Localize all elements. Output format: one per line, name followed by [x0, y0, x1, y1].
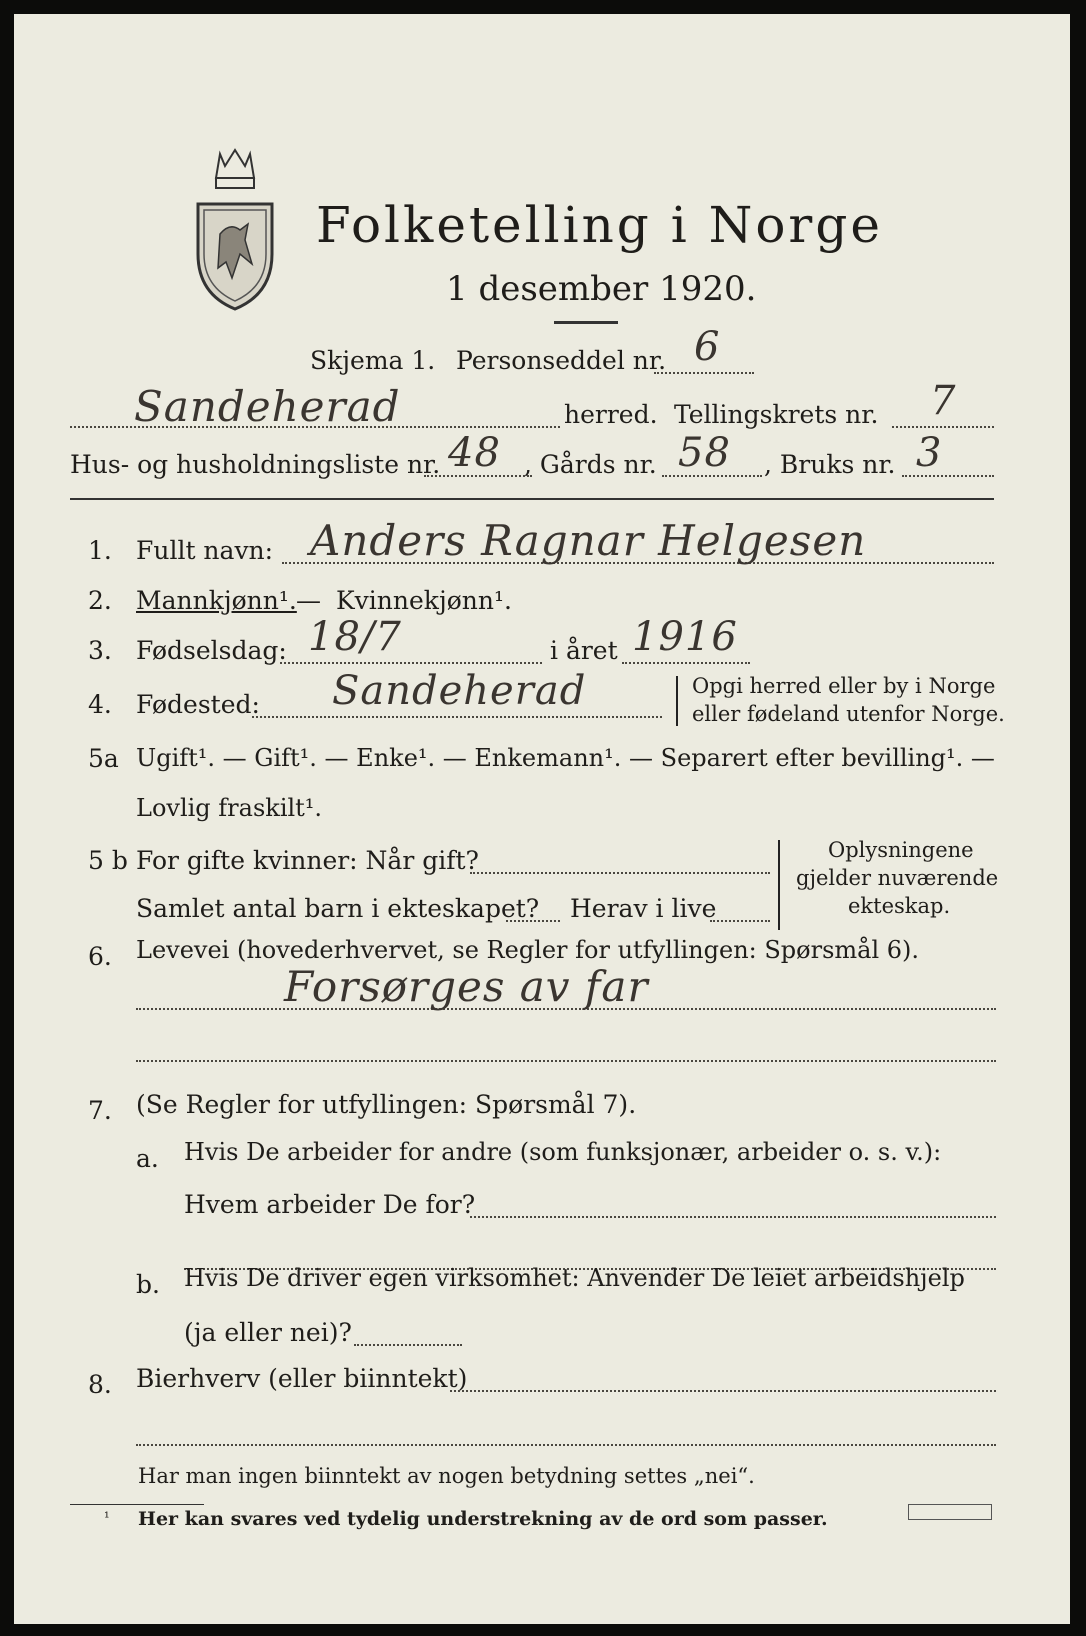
gender-male-option[interactable]: Mannkjønn¹. [136, 586, 297, 615]
q7a-employer-label: Hvem arbeider De for? [184, 1190, 476, 1219]
q4-brace [676, 676, 678, 726]
q5b-note-line1: Oplysningene [828, 838, 974, 862]
q2-number: 2. [88, 586, 112, 615]
q4-line [252, 716, 662, 718]
gards-label: , Gårds nr. [524, 450, 657, 479]
q5b-children-line [506, 920, 560, 922]
q5b-note-line3: ekteskap. [848, 894, 951, 918]
personseddel-value[interactable]: 6 [694, 324, 721, 370]
gards-value[interactable]: 58 [678, 430, 731, 476]
q5b-alive-line [710, 920, 770, 922]
printer-stamp [908, 1504, 992, 1520]
title-divider [554, 321, 618, 324]
marital-status-divorced[interactable]: Lovlig fraskilt¹. [136, 794, 323, 822]
q5b-note-line2: gjelder nuværende [796, 866, 999, 890]
tellingskrets-value[interactable]: 7 [930, 378, 957, 424]
q5b-married-line [470, 872, 770, 874]
q8-label: Bierhverv (eller biinntekt) [136, 1364, 468, 1393]
gender-separator: — [296, 586, 321, 615]
biinntekt-note: Har man ingen biinntekt av nogen betydning settes „nei“. [138, 1464, 755, 1488]
q5a-number: 5a [88, 744, 119, 773]
q3-line [280, 662, 542, 664]
footnote-text: Her kan svares ved tydelig understrekning av de ord som passer. [138, 1508, 828, 1530]
footnote-divider [70, 1504, 204, 1505]
q5b-married-label: For gifte kvinner: Når gift? [136, 846, 479, 875]
q7-label: (Se Regler for utfyllingen: Spørsmål 7). [136, 1090, 637, 1119]
gender-female-option[interactable]: Kvinnekjønn¹. [336, 586, 512, 615]
personseddel-label: Personseddel nr. [456, 346, 667, 375]
bruks-value[interactable]: 3 [916, 430, 943, 476]
husholdning-value[interactable]: 48 [448, 430, 501, 476]
herred-value[interactable]: Sandeherad [134, 382, 401, 431]
birthday-value[interactable]: 18/7 [308, 614, 402, 660]
occupation-value[interactable]: Forsørges av far [284, 962, 649, 1011]
q5b-brace [778, 840, 780, 930]
census-form [14, 14, 1070, 1624]
q7b-text: Hvis De driver egen virksomhet: Anvender De leiet arbeidshjelp [184, 1264, 965, 1292]
q5b-number: 5 b [88, 846, 128, 875]
q6-line2 [136, 1060, 996, 1062]
coat-of-arms-icon [190, 144, 280, 314]
bruks-label: , Bruks nr. [764, 450, 896, 479]
q4-note-line2: eller fødeland utenfor Norge. [692, 702, 1005, 726]
q1-label: Fullt navn: [136, 536, 274, 565]
personseddel-line [654, 372, 754, 374]
footnote-mark: ¹ [104, 1510, 110, 1526]
husholdning-label: Hus- og husholdningsliste nr. [70, 450, 441, 479]
q7a-text: Hvis De arbeider for andre (som funksjonær, arbeider o. s. v.): [184, 1138, 942, 1166]
birthplace-value[interactable]: Sandeherad [332, 668, 587, 714]
q7b-letter: b. [136, 1270, 160, 1299]
q3-year-label: i året [550, 636, 618, 665]
q5b-children-label: Samlet antal barn i ekteskapet? [136, 894, 540, 923]
q7a-employer-line [470, 1216, 996, 1218]
q4-note-line1: Opgi herred eller by i Norge [692, 674, 996, 698]
q6-number: 6. [88, 942, 112, 971]
q1-number: 1. [88, 536, 112, 565]
q8-line2 [136, 1444, 996, 1446]
q4-number: 4. [88, 690, 112, 719]
birth-year-value[interactable]: 1916 [632, 614, 738, 660]
q4-label: Fødested: [136, 690, 260, 719]
q3-year-line [622, 662, 750, 664]
q7b-line [354, 1344, 462, 1346]
q5b-alive-label: Herav i live [570, 894, 717, 923]
q8-number: 8. [88, 1370, 112, 1399]
tellingskrets-line [892, 426, 994, 428]
q6-label: Levevei (hovederhvervet, se Regler for utfyllingen: Spørsmål 6). [136, 936, 920, 964]
census-date: 1 desember 1920. [446, 269, 757, 309]
q7-number: 7. [88, 1096, 112, 1125]
section-divider [70, 498, 994, 500]
q3-number: 3. [88, 636, 112, 665]
form-title: Folketelling i Norge [316, 196, 883, 254]
q7a-letter: a. [136, 1144, 159, 1173]
full-name-value[interactable]: Anders Ragnar Helgesen [310, 516, 867, 565]
q8-line1 [450, 1390, 996, 1392]
schema-label: Skjema 1. [310, 346, 436, 375]
q3-label: Fødselsdag: [136, 636, 287, 665]
q7b-yes-no-label: (ja eller nei)? [184, 1318, 352, 1347]
marital-status-options[interactable]: Ugift¹. — Gift¹. — Enke¹. — Enkemann¹. — Separert efter bevilling¹. — [136, 744, 995, 772]
tellingskrets-label: Tellingskrets nr. [674, 400, 879, 429]
herred-label: herred. [564, 400, 658, 429]
